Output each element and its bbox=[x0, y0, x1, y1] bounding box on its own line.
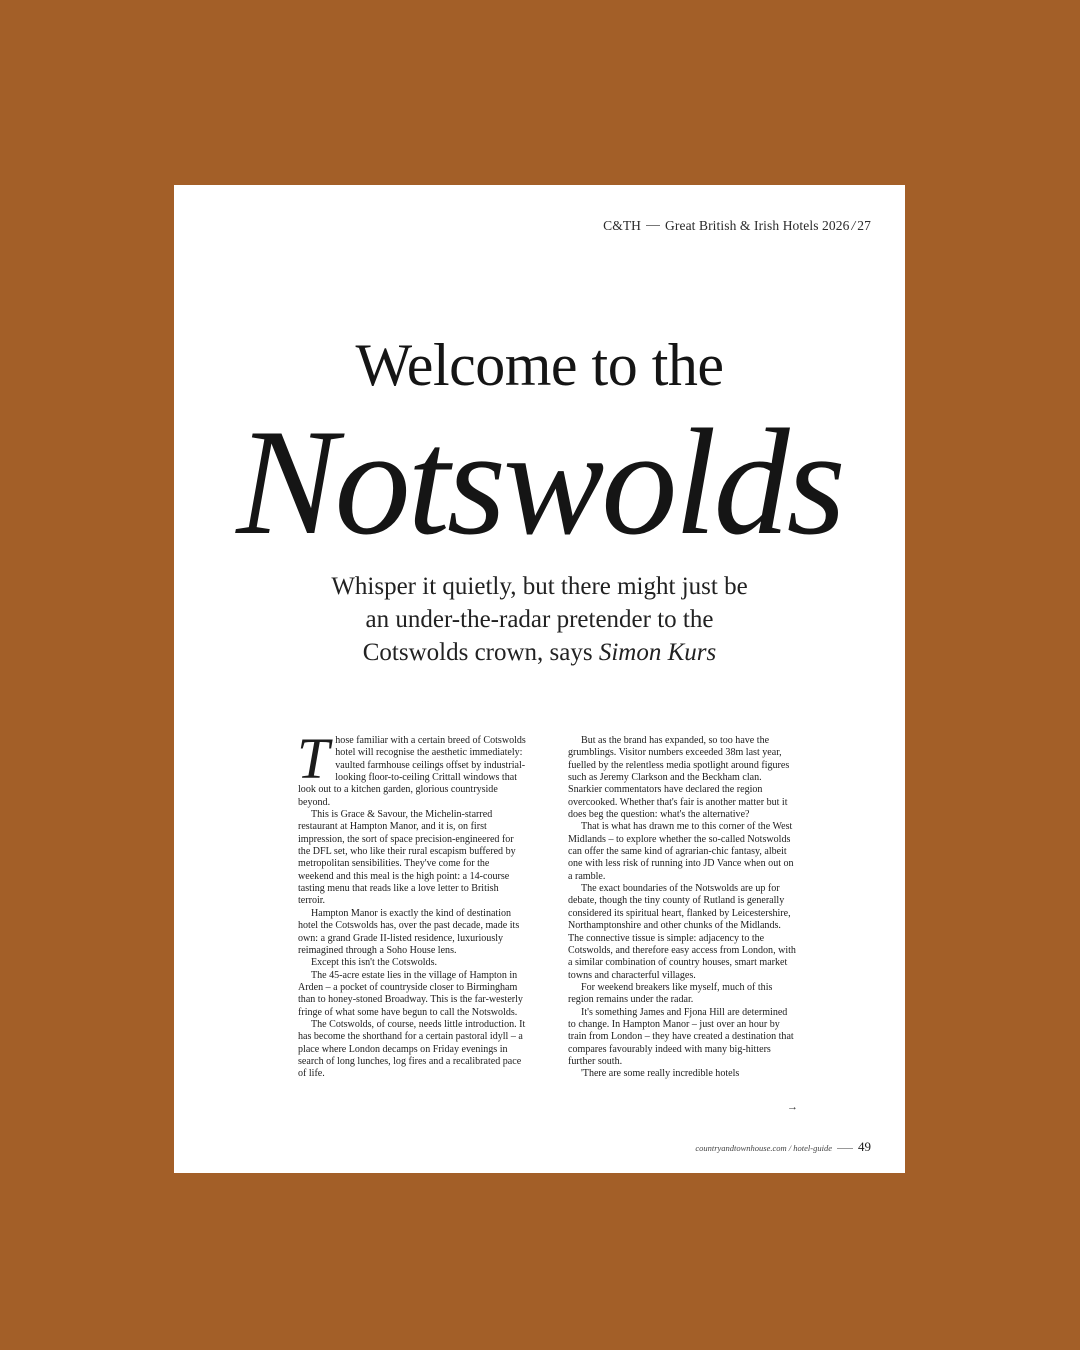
page-footer bbox=[695, 1139, 871, 1155]
body-paragraph: But as the brand has expanded, so too have the grumblings. Visitor numbers exceeded 38m last year, fuelled by the relentless media spotlight around figures such as Jeremy Clarkson and the Beckham clan. Snarkier commentators have declared the region overcooked. Whether that's fair is another matter but it does beg the question: what's the alternative? bbox=[568, 735, 790, 821]
headline-line-1: Welcome to the bbox=[355, 332, 724, 398]
body-paragraph: The exact boundaries of the Notswolds are up for debate, though the tiny county of Rutland is generally considered its spiritual heart, flanked by Leicestershire, Northamptonshire and other chunks of the Midlands. The connective tissue is simple: adjacency to the Cotswolds, and therefore easy access from London, with a similar combination of country houses, smart market towns and characterful villages. bbox=[568, 883, 796, 981]
standfirst-line-1: Whisper it quietly, but there might just be bbox=[331, 573, 748, 600]
body-column-right bbox=[568, 735, 796, 1081]
running-head-divider bbox=[646, 225, 660, 226]
page-number: 49 bbox=[858, 1139, 871, 1154]
body-paragraph: The Cotswolds, of course, needs little introduction. It has become the shorthand for a certain pastoral idyll – a place where London decamps on Friday evenings in search of long lunches, log fires and a recalibrated pace of life. bbox=[298, 1018, 526, 1080]
first-paragraph-text: hose familiar with a certain breed of Cotswolds hotel will recognise the aesthetic immediately: vaulted farmhouse ceilings offset by industrial-looking floor-to-ceiling Crittall windows that look out to a kitchen garden, glorious countryside beyond. bbox=[298, 735, 526, 808]
magazine-page bbox=[174, 185, 905, 1173]
continue-arrow-icon: → bbox=[787, 1101, 798, 1113]
publication-page-fraction: 27 bbox=[857, 218, 871, 233]
running-head bbox=[603, 218, 871, 234]
standfirst-line-3 bbox=[174, 636, 905, 669]
body-column-left bbox=[297, 726, 526, 1081]
body-paragraph: 'There are some really incredible hotels bbox=[581, 1068, 740, 1080]
drop-cap: T bbox=[297, 726, 330, 791]
body-paragraph-first bbox=[297, 726, 526, 809]
author-name: Simon Kurs bbox=[598, 639, 717, 666]
body-paragraph: It's something James and Fjona Hill are determined to change. In Hampton Manor – just over an hour by train from London – they have created a destination that compares favourably indeed with many big-hitters further south. bbox=[568, 1006, 794, 1067]
publication-title: Great British & Irish Hotels 2026 bbox=[665, 218, 850, 233]
slash-separator: / bbox=[851, 218, 856, 233]
headline-line-2: Notswolds bbox=[236, 398, 843, 566]
body-paragraph: This is Grace & Savour, the Michelin-starred restaurant at Hampton Manor, and it is, on first impression, the sort of space precision-engineered for the DFL set, who like their rural escapism buffered by metropolitan sensibilities. They've come for the weekend and this meal is the high point: a 14-course tasting menu that reads like a love letter to British terroir. bbox=[298, 809, 516, 907]
footer-divider bbox=[837, 1148, 853, 1149]
standfirst-line-2: an under-the-radar pretender to the bbox=[365, 606, 714, 633]
standfirst bbox=[174, 570, 905, 669]
brand-name: C&TH bbox=[603, 218, 642, 233]
body-paragraph: The 45-acre estate lies in the village of Hampton in Arden – a pocket of countryside closer to Birmingham than to honey-stoned Broadway. This is the far-westerly fringe of what some have begun to call the Notswolds. bbox=[298, 969, 523, 1018]
body-paragraph: For weekend breakers like myself, much of this region remains under the radar. bbox=[568, 981, 773, 1006]
footer-url: countryandtownhouse.com / hotel-guide bbox=[695, 1143, 832, 1153]
body-paragraph: That is what has drawn me to this corner of the West Midlands – to explore whether the so-called Notswolds can offer the same kind of agrarian-chic fantasy, albeit one with less risk of running into JD Vance when out on a ramble. bbox=[568, 821, 794, 882]
body-paragraph: Except this isn't the Cotswolds. bbox=[311, 957, 437, 969]
standfirst-line-3-text: Cotswolds crown, says bbox=[362, 639, 599, 666]
body-paragraph: Hampton Manor is exactly the kind of destination hotel the Cotswolds has, over the past decade, made its own: a grand Grade II-listed residence, luxuriously reimagined through a Soho House lens. bbox=[298, 907, 520, 956]
